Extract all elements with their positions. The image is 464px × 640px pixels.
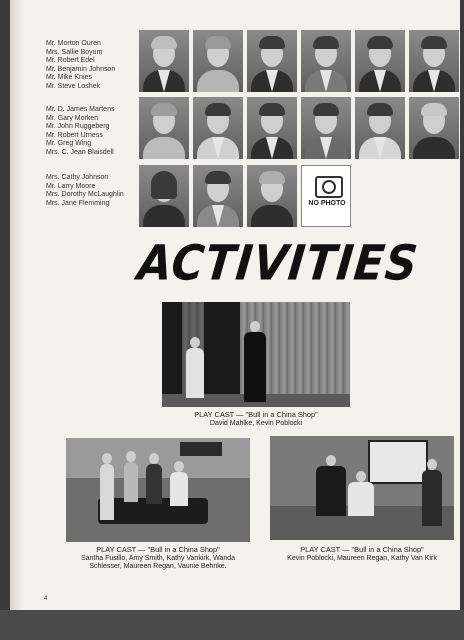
background-strip (0, 610, 464, 640)
caption-top (162, 411, 350, 428)
faculty-portrait (193, 30, 243, 92)
faculty-names-group-3 (46, 174, 124, 208)
play-photo-top (162, 302, 350, 407)
faculty-name: Mr. John Ruggeberg (46, 123, 110, 131)
caption-names: David Mahlke, Kevin Poblocki (209, 419, 303, 427)
faculty-portrait (139, 97, 189, 159)
caption-names: Santha Fusillo, Amy Smith, Kathy Vankirk, Wanda Schlesser, Maureen Regan, Vaunie Behnke. (80, 554, 236, 570)
caption-names: Kevin Poblocki, Maureen Regan, Kathy Van Kirk (287, 554, 437, 562)
page-binding (10, 0, 24, 610)
faculty-name: Mr. Larry Moore (46, 182, 96, 190)
camera-lens-icon (322, 180, 336, 194)
faculty-portrait (355, 97, 405, 159)
faculty-portrait (247, 165, 297, 227)
faculty-name: Mr. Morton Ouren (46, 40, 101, 47)
faculty-name: Mr. Mike Knies (46, 74, 92, 82)
faculty-portrait (139, 165, 189, 227)
play-photo-bottom-left (66, 438, 250, 542)
faculty-portrait (409, 30, 459, 92)
faculty-portrait (193, 97, 243, 159)
caption-bottom-right (270, 546, 454, 563)
faculty-name: Mr. Steve Loshek (46, 82, 101, 90)
faculty-name: Mr. Greg Wing (46, 140, 92, 148)
faculty-portrait (247, 30, 297, 92)
faculty-name: Mrs. Dorothy McLaughlin (46, 191, 124, 199)
faculty-name: Mr. Robert Edel (46, 57, 95, 65)
caption-title: PLAY CAST — "Bull in a China Shop" (300, 545, 424, 554)
faculty-name: Mr. D. James Martens (46, 106, 115, 113)
faculty-name: Mr. Robert Urness (46, 131, 103, 139)
faculty-portrait (139, 30, 189, 92)
faculty-portrait (193, 165, 243, 227)
faculty-name: Mrs. Cathy Johnson (46, 174, 109, 181)
caption-bottom-left (66, 546, 250, 572)
no-photo-label: NO PHOTO (308, 200, 346, 207)
section-title: ACTIVITIES (135, 235, 421, 292)
faculty-portrait (301, 30, 351, 92)
faculty-names-group-2 (46, 106, 114, 158)
no-photo-placeholder (301, 165, 351, 227)
faculty-name: Mr. Benjamin Johnson (46, 65, 116, 73)
faculty-portrait (409, 97, 459, 159)
faculty-name: Mrs. Sallie Boyum (46, 48, 103, 56)
faculty-portrait (247, 97, 297, 159)
faculty-names-group-1 (46, 40, 115, 92)
page-number: 4 (44, 596, 48, 602)
play-photo-bottom-right (270, 436, 454, 540)
faculty-portrait (355, 30, 405, 92)
faculty-name: Mrs. C. Jean Blaisdell (46, 148, 114, 156)
faculty-name: Mrs. Jane Flemming (46, 199, 110, 207)
caption-title: PLAY CAST — "Bull in a China Shop" (96, 545, 220, 554)
faculty-portrait (301, 97, 351, 159)
caption-title: PLAY CAST — "Bull in a China Shop" (194, 410, 318, 419)
faculty-name: Mr. Gary Morken (46, 114, 99, 122)
